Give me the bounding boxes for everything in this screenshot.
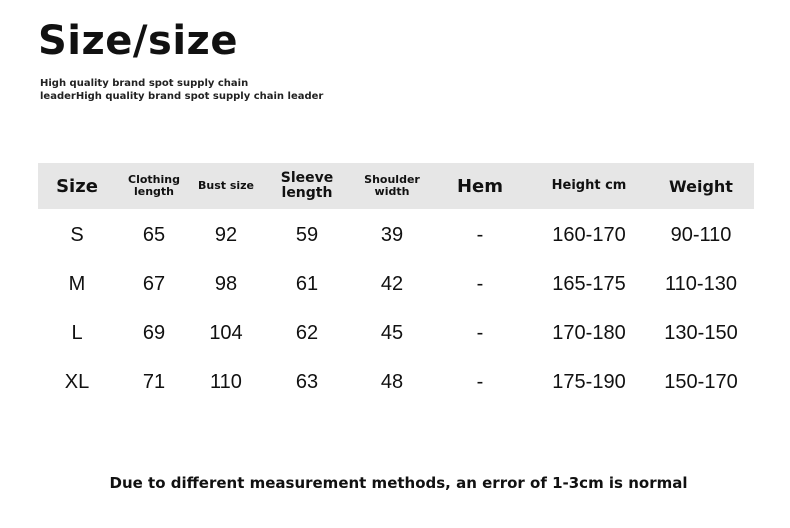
cell-size: S [70,224,84,246]
cell-hem: - [476,371,484,393]
cell-hem: - [476,224,484,246]
cell-bust-size: 110 [210,371,242,393]
cell-height: 175-190 [552,371,626,393]
size-chart-table [38,163,754,407]
cell-hem: - [476,322,484,344]
table-row [38,209,754,260]
column-header-clothing-length: Clothing length [116,163,192,209]
cell-shoulder-width: 42 [380,273,404,295]
cell-size: M [68,273,86,295]
cell-bust-size: 104 [209,322,243,344]
column-header-bust-size: Bust size [192,163,260,209]
measurement-note: Due to different measurement methods, an error of 1-3cm is normal [109,474,688,492]
tagline-line-2: leaderHigh quality brand spot supply chain leader [40,91,324,102]
cell-clothing-length: 65 [142,224,166,246]
cell-sleeve-length: 63 [295,371,319,393]
table-row [38,358,754,407]
cell-bust-size: 98 [214,273,238,295]
cell-size: L [71,322,83,344]
table-row [38,309,754,358]
column-header-hem: Hem [430,163,530,209]
column-header-shoulder-width: Shoulder width [354,163,430,209]
cell-weight: 90-110 [670,224,732,246]
column-header-size: Size [38,163,116,209]
cell-shoulder-width: 39 [380,224,404,246]
tagline [40,77,370,103]
cell-shoulder-width: 48 [380,371,404,393]
cell-hem: - [476,273,484,295]
cell-sleeve-length: 61 [295,273,319,295]
cell-weight: 110-130 [665,273,737,295]
cell-weight: 130-150 [664,322,738,344]
tagline-line-1: High quality brand spot supply chain [40,78,249,89]
cell-clothing-length: 71 [142,371,166,393]
cell-clothing-length: 69 [142,322,166,344]
table-row [38,260,754,309]
cell-height: 170-180 [552,322,626,344]
column-header-height: Height cm [530,163,648,209]
column-header-sleeve-length: Sleeve length [260,163,354,209]
cell-height: 160-170 [552,224,626,246]
cell-weight: 150-170 [664,371,738,393]
column-header-weight: Weight [648,163,754,209]
cell-size: XL [64,371,90,393]
table-header-row [38,163,754,209]
cell-shoulder-width: 45 [380,322,404,344]
cell-sleeve-length: 59 [295,224,319,246]
cell-bust-size: 92 [214,224,238,246]
cell-sleeve-length: 62 [295,322,319,344]
cell-clothing-length: 67 [142,273,166,295]
cell-height: 165-175 [552,273,626,295]
page-title: Size/size [38,18,238,64]
